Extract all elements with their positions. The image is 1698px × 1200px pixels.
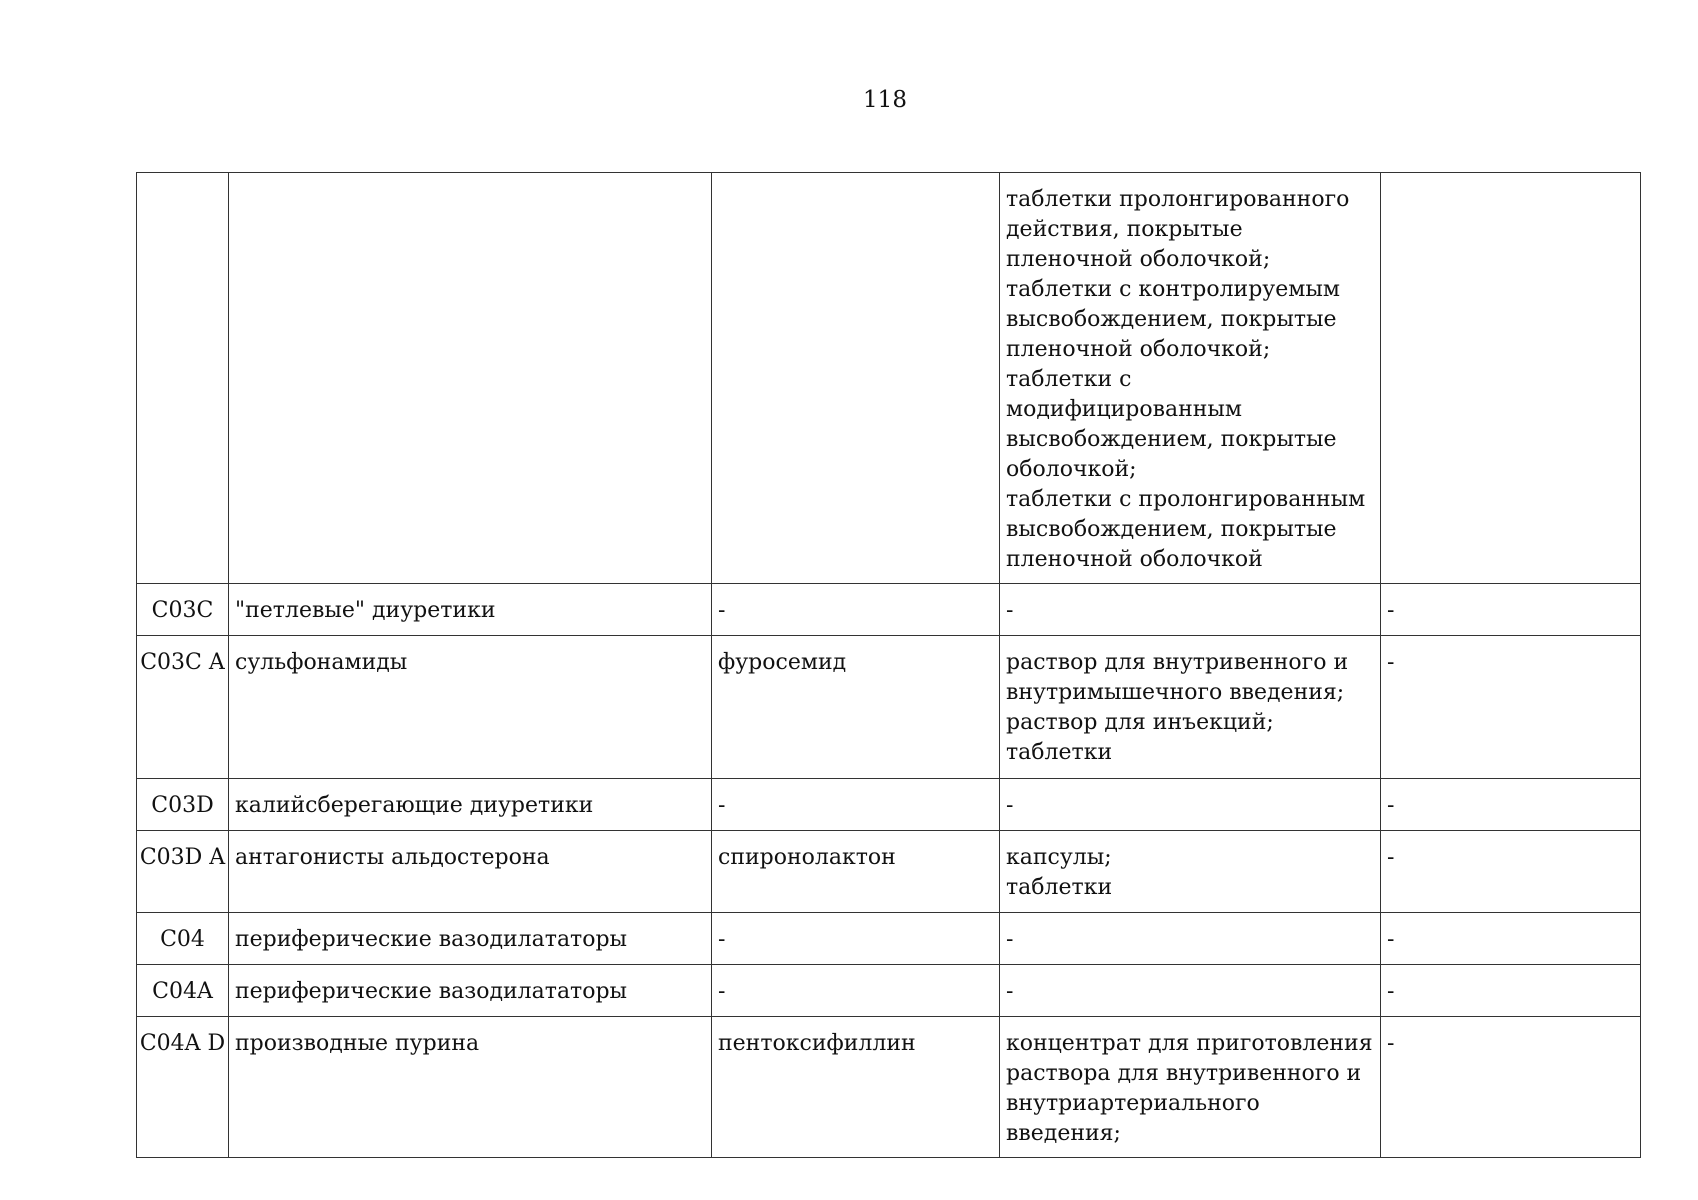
- extra-cell: -: [1381, 779, 1641, 831]
- substance-cell: -: [712, 584, 1000, 636]
- dosage-form: таблетки с пролонгированным высвобождением, покрытые пленочной оболочкой: [1006, 487, 1366, 572]
- dosage-form: капсулы;: [1006, 845, 1112, 870]
- dosage-form: таблетки: [1006, 875, 1113, 900]
- dosage-form: -: [1006, 927, 1014, 952]
- extra-cell: -: [1381, 913, 1641, 965]
- atc-code-cell: C04A: [137, 965, 229, 1017]
- substance-cell: пентоксифиллин: [712, 1017, 1000, 1158]
- substance-cell: фуросемид: [712, 636, 1000, 779]
- group-cell: периферические вазодилататоры: [229, 965, 712, 1017]
- substance-cell: -: [712, 913, 1000, 965]
- dosage-forms-cell: [1000, 636, 1381, 779]
- page-number: 118: [863, 87, 907, 113]
- dosage-forms-cell: [1000, 831, 1381, 913]
- group-cell: сульфонамиды: [229, 636, 712, 779]
- dosage-form: -: [1006, 793, 1014, 818]
- atc-code-cell: C04: [137, 913, 229, 965]
- atc-code-cell: C03D A: [137, 831, 229, 913]
- dosage-form: таблетки с контролируемым высвобождением, покрытые пленочной оболочкой;: [1006, 277, 1340, 362]
- table-row: [137, 831, 1641, 913]
- atc-code-cell: C03D: [137, 779, 229, 831]
- table-row: [137, 584, 1641, 636]
- extra-cell: -: [1381, 965, 1641, 1017]
- group-cell: [229, 173, 712, 584]
- dosage-forms-cell: [1000, 173, 1381, 584]
- dosage-form: раствор для инъекций;: [1006, 710, 1274, 735]
- atc-code-cell: C03C: [137, 584, 229, 636]
- substance-cell: [712, 173, 1000, 584]
- substance-cell: -: [712, 965, 1000, 1017]
- table-row: [137, 965, 1641, 1017]
- table-row: [137, 173, 1641, 584]
- dosage-form: -: [1006, 598, 1014, 623]
- dosage-forms-cell: [1000, 1017, 1381, 1158]
- extra-cell: -: [1381, 584, 1641, 636]
- substance-cell: -: [712, 779, 1000, 831]
- dosage-forms-cell: [1000, 913, 1381, 965]
- atc-code-cell: [137, 173, 229, 584]
- dosage-form: -: [1006, 979, 1014, 1004]
- atc-code-cell: C03C A: [137, 636, 229, 779]
- group-cell: производные пурина: [229, 1017, 712, 1158]
- dosage-form: таблетки с модифицированным высвобождением, покрытые оболочкой;: [1006, 367, 1337, 482]
- dosage-form: таблетки пролонгированного действия, покрытые пленочной оболочкой;: [1006, 187, 1350, 272]
- atc-code-cell: C04A D: [137, 1017, 229, 1158]
- dosage-form: концентрат для приготовления раствора для внутривенного и внутриартериального введения;: [1006, 1031, 1373, 1146]
- dosage-forms-cell: [1000, 965, 1381, 1017]
- drug-table: [136, 172, 1641, 1158]
- group-cell: калийсберегающие диуретики: [229, 779, 712, 831]
- group-cell: "петлевые" диуретики: [229, 584, 712, 636]
- group-cell: периферические вазодилататоры: [229, 913, 712, 965]
- extra-cell: -: [1381, 831, 1641, 913]
- table-row: [137, 913, 1641, 965]
- extra-cell: [1381, 173, 1641, 584]
- table-row: [137, 636, 1641, 779]
- dosage-forms-cell: [1000, 779, 1381, 831]
- group-cell: антагонисты альдостерона: [229, 831, 712, 913]
- substance-cell: спиронолактон: [712, 831, 1000, 913]
- extra-cell: -: [1381, 1017, 1641, 1158]
- table-row: [137, 779, 1641, 831]
- table-row: [137, 1017, 1641, 1158]
- dosage-forms-cell: [1000, 584, 1381, 636]
- dosage-form: раствор для внутривенного и внутримышечного введения;: [1006, 650, 1349, 705]
- extra-cell: -: [1381, 636, 1641, 779]
- dosage-form: таблетки: [1006, 740, 1113, 765]
